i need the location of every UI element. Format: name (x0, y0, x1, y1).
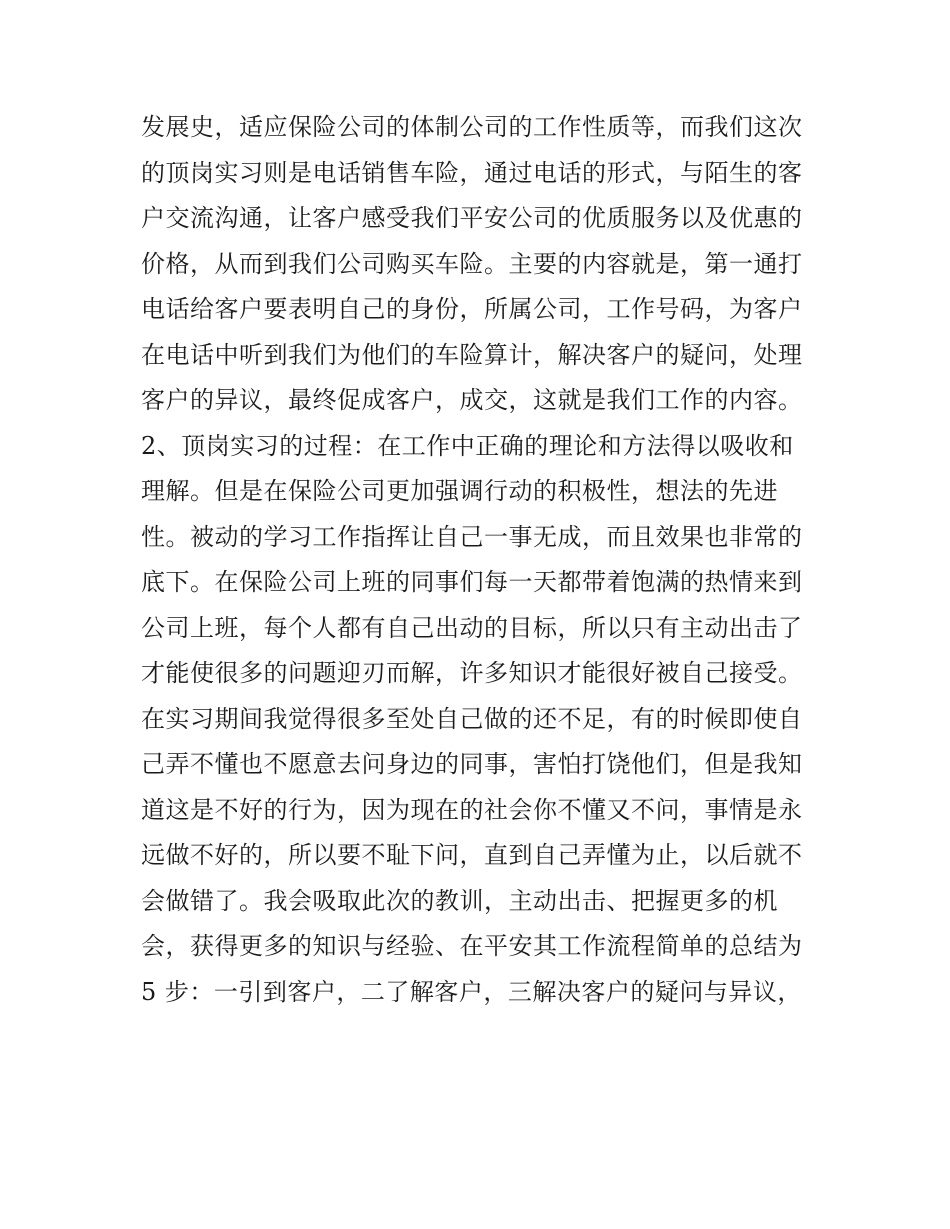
text-line-2: 的顶岗实习则是电话销售车险，通过电话的形式，与陌生的客 (141, 158, 803, 187)
text-line-17: 远做不好的，所以要不耻下问，直到自己弄懂为止，以后就不 (141, 841, 803, 869)
text-line-11: 底下。在保险公司上班的同事们每一天都带着饱满的热情来到 (141, 568, 803, 596)
text-line-18: 会做错了。我会吸取此次的教训，主动出击、把握更多的机 (141, 886, 778, 915)
text-line-20: 5 步：一引到客户，二了解客户，三解决客户的疑问与异议， (141, 977, 802, 1006)
text-line-10: 性。被动的学习工作指挥让自己一事无成，而且效果也非常的 (141, 522, 803, 551)
text-line-6: 在电话中听到我们为他们的车险算计，解决客户的疑问，处理 (141, 340, 803, 369)
text-line-13: 才能使很多的问题迎刃而解，许多知识才能很好被自己接受。 (141, 659, 803, 687)
text-line-7: 客户的异议，最终促成客户，成交，这就是我们工作的内容。 (141, 386, 803, 414)
text-line-5: 电话给客户要表明自己的身份，所属公司，工作号码，为客户 (141, 295, 803, 323)
text-line-4: 价格，从而到我们公司购买车险。主要的内容就是，第一通打 (141, 249, 803, 278)
text-line-19: 会，获得更多的知识与经验、在平安其工作流程简单的总结为 (141, 932, 803, 960)
text-line-16: 道这是不好的行为，因为现在的社会你不懂又不问，事情是永 (141, 795, 803, 824)
text-line-3: 户交流沟通，让客户感受我们平安公司的优质服务以及优惠的 (141, 204, 803, 232)
body-text (141, 105, 831, 1015)
text-line-12: 公司上班，每个人都有自己出动的目标，所以只有主动出击了 (141, 613, 803, 642)
text-line-8: 2、顶岗实习的过程：在工作中正确的理论和方法得以吸收和 (141, 431, 794, 460)
text-line-14: 在实习期间我觉得很多至处自己做的还不足，有的时候即使自 (141, 704, 803, 733)
text-line-1: 发展史，适应保险公司的体制公司的工作性质等，而我们这次 (141, 113, 803, 141)
text-line-9: 理解。但是在保险公司更加强调行动的积极性，想法的先进 (141, 477, 778, 505)
text-line-15: 己弄不懂也不愿意去问身边的同事，害怕打饶他们，但是我知 (141, 750, 803, 778)
